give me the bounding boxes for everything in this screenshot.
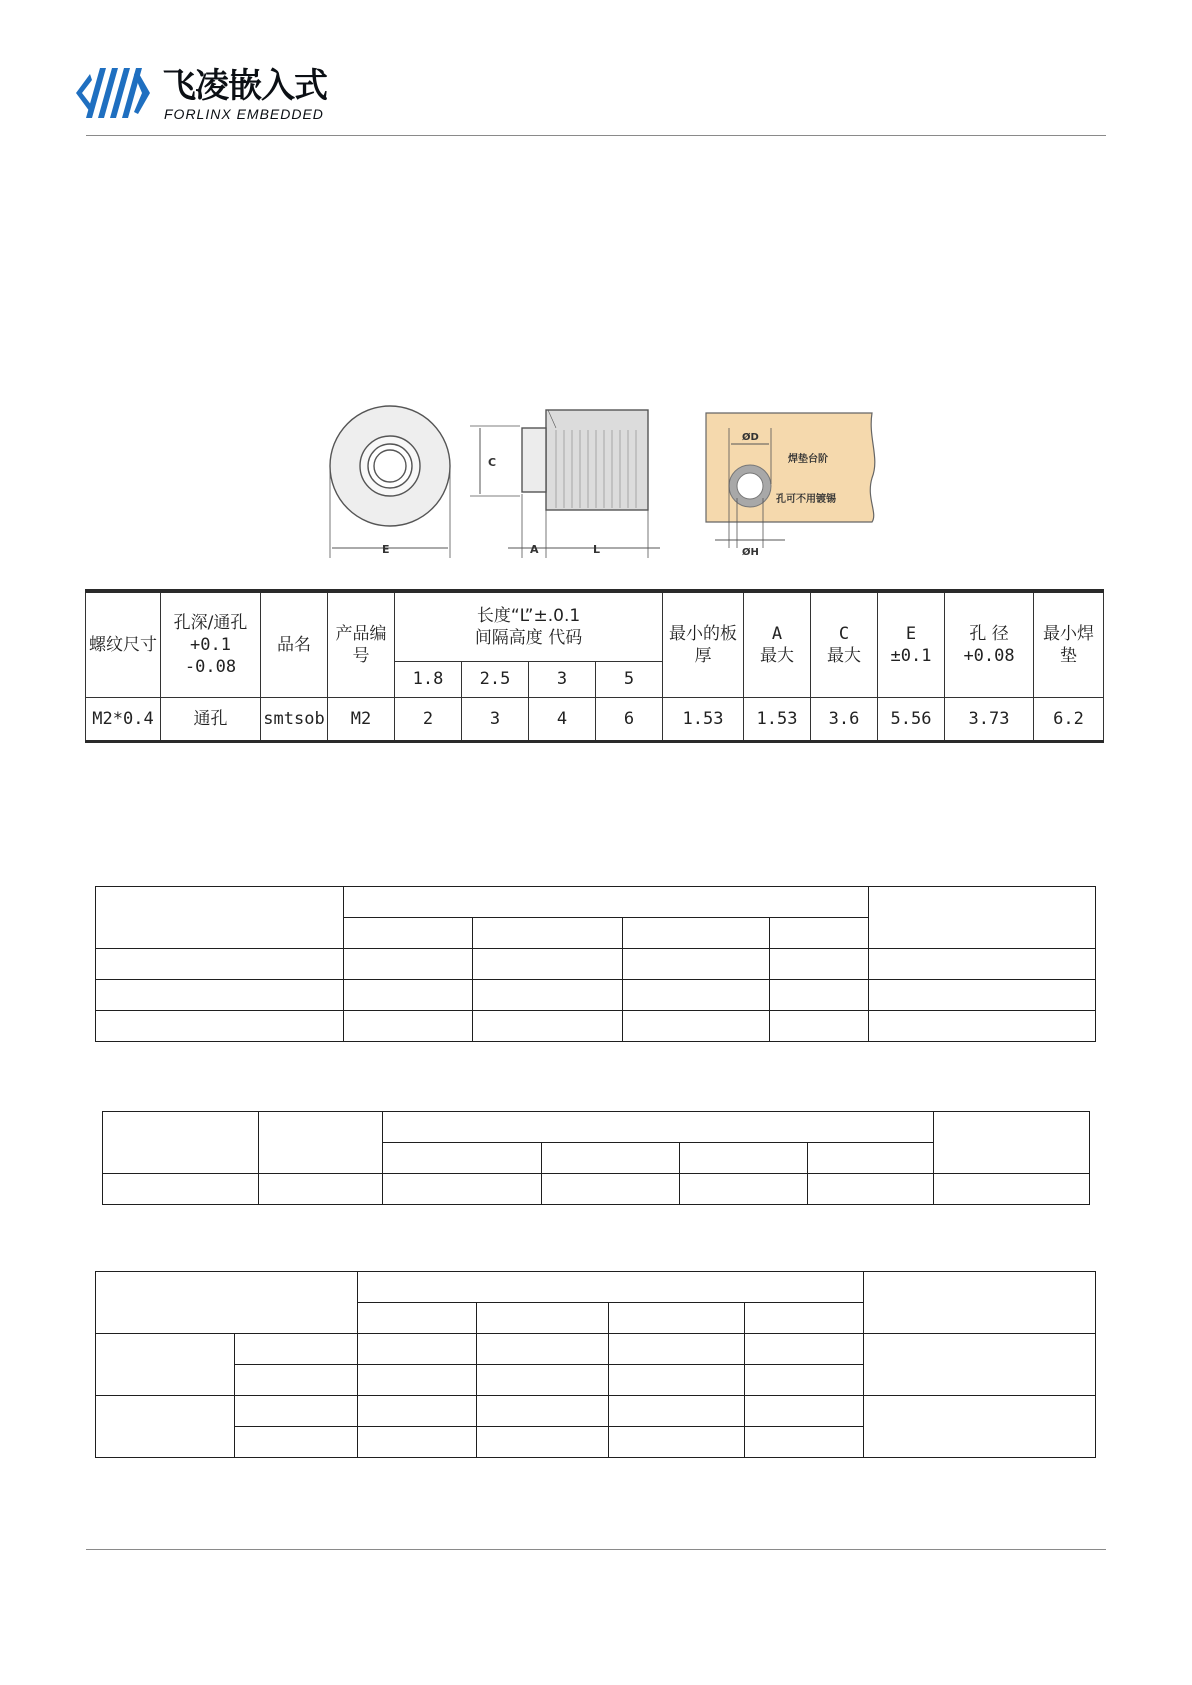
hdr-name: 品名: [261, 591, 328, 697]
table-cell: [383, 1143, 542, 1174]
hdr-a: A 最大: [744, 591, 811, 697]
table-cell: [344, 887, 869, 918]
hdr-min-pad: 最小焊垫: [1034, 591, 1104, 697]
footer-divider: [86, 1549, 1106, 1550]
table-cell: [96, 887, 344, 949]
cell-length: 3: [462, 697, 529, 741]
table-cell: [542, 1143, 680, 1174]
spec-table: [85, 589, 1104, 743]
header-divider: [86, 135, 1106, 136]
table-cell: [864, 1272, 1096, 1334]
label-od: ØD: [742, 432, 759, 443]
cell-e: 5.56: [878, 697, 945, 741]
table-cell: [383, 1112, 934, 1143]
table-cell: [259, 1112, 383, 1174]
label-hole-note: 孔可不用镀锡: [776, 494, 836, 505]
label-a: A: [530, 543, 539, 556]
forlinx-logo-icon: [76, 66, 150, 120]
table-row: [96, 1011, 1096, 1042]
hdr-c: C 最大: [811, 591, 878, 697]
table-row: [96, 949, 1096, 980]
cell-min-plate: 1.53: [663, 697, 744, 741]
length-code: 5: [596, 661, 663, 697]
length-code: 3: [529, 661, 596, 697]
standoff-drawing: [320, 398, 900, 563]
table-cell: [103, 1112, 259, 1174]
table-row: [96, 980, 1096, 1011]
table-row: [96, 1334, 1096, 1365]
cell-length: 6: [596, 697, 663, 741]
hdr-length: 长度“L”±.0.1 间隔高度 代码: [395, 591, 663, 661]
pad-view: [706, 413, 875, 548]
table-cell: [96, 1272, 358, 1334]
table-cell: [770, 918, 869, 949]
length-code: 1.8: [395, 661, 462, 697]
table-cell: [869, 887, 1096, 949]
table-cell: [358, 1272, 864, 1303]
cell-name: smtsob: [261, 697, 328, 741]
hdr-min-plate: 最小的板厚: [663, 591, 744, 697]
table-row: [103, 1174, 1090, 1205]
empty-table-1: [95, 886, 1096, 1042]
cell-length: 4: [529, 697, 596, 741]
label-e: E: [382, 543, 390, 556]
cell-part-no: M2: [328, 697, 395, 741]
cell-min-pad: 6.2: [1034, 697, 1104, 741]
table-cell: [808, 1143, 934, 1174]
table-cell: [473, 918, 623, 949]
table-cell: [680, 1143, 808, 1174]
brand-name-cn: 飞凌嵌入式: [162, 66, 327, 106]
table-row: [96, 1396, 1096, 1427]
length-code: 2.5: [462, 661, 529, 697]
table-cell: [623, 918, 770, 949]
table-cell: [344, 918, 473, 949]
cell-length: 2: [395, 697, 462, 741]
front-view: [330, 406, 450, 558]
hdr-part-no: 产品编号: [328, 591, 395, 697]
cell-c: 3.6: [811, 697, 878, 741]
label-oh: ØH: [742, 547, 759, 558]
label-l: L: [593, 543, 601, 556]
side-view: [470, 410, 660, 558]
empty-table-2: [102, 1111, 1090, 1205]
label-c: C: [488, 456, 497, 469]
cell-bore: 3.73: [945, 697, 1034, 741]
hdr-hole: 孔深/通孔 +0.1 -0.08: [161, 591, 261, 697]
cell-thread: M2*0.4: [86, 697, 161, 741]
hdr-thread: 螺纹尺寸: [86, 591, 161, 697]
brand-name-en: FORLINX EMBEDDED: [164, 106, 324, 122]
hdr-e: E ±0.1: [878, 591, 945, 697]
hdr-bore: 孔 径 +0.08: [945, 591, 1034, 697]
empty-table-3: [95, 1271, 1096, 1458]
cell-a: 1.53: [744, 697, 811, 741]
cell-hole: 通孔: [161, 697, 261, 741]
label-pad-step: 焊垫台阶: [788, 454, 828, 465]
table-cell: [934, 1112, 1090, 1174]
